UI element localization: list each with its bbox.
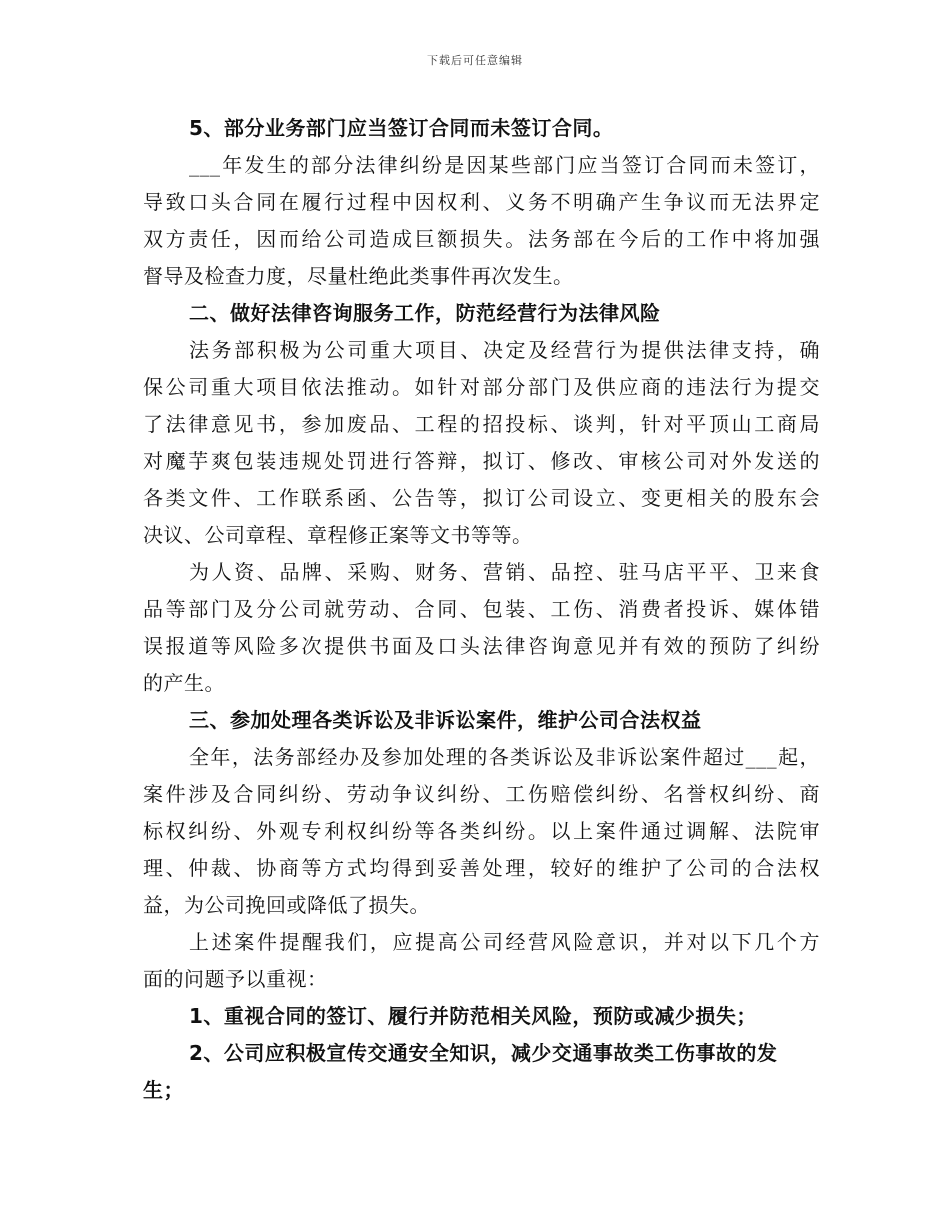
section-heading: 二、做好法律咨询服务工作，防范经营行为法律风险 [189, 301, 661, 325]
paragraph-line: 各类文件、工作联系函、公告等，拟订公司设立、变更相关的股东会 [143, 486, 820, 510]
document-body [143, 110, 820, 1109]
section-heading-continuation: 生； [143, 1078, 184, 1102]
paragraph-line: 理、仲裁、协商等方式均得到妥善处理，较好的维护了公司的合法权 [143, 856, 820, 880]
paragraph-last-line: 督导及检查力度，尽量杜绝此类事件再次发生。 [143, 264, 574, 288]
paragraph-line: 保公司重大项目依法推动。如针对部分部门及供应商的违法行为提交 [143, 375, 820, 399]
paragraph-line: 标权纠纷、外观专利权纠纷等各类纠纷。以上案件通过调解、法院审 [143, 819, 820, 843]
paragraph-first-line: 法务部积极为公司重大项目、决定及经营行为提供法律支持，确 [189, 338, 820, 362]
paragraph-line: 双方责任，因而给公司造成巨额损失。法务部在今后的工作中将加强 [143, 227, 820, 251]
paragraph-first-line: 上述案件提醒我们，应提高公司经营风险意识，并对以下几个方 [189, 930, 820, 954]
paragraph-line: 对魔芋爽包装违规处罚进行答辩，拟订、修改、审核公司对外发送的 [143, 449, 820, 473]
paragraph-line: 误报道等风险多次提供书面及口头法律咨询意见并有效的预防了纠纷 [143, 634, 820, 658]
section-heading: 5、部分业务部门应当签订合同而未签订合同。 [189, 116, 614, 140]
section-heading: 三、参加处理各类诉讼及非诉讼案件，维护公司合法权益 [189, 708, 702, 732]
paragraph-first-line: ___年发生的部分法律纠纷是因某些部门应当签订合同而未签订， [189, 153, 820, 177]
paragraph-first-line: 为人资、品牌、采购、财务、营销、品控、驻马店平平、卫来食 [189, 560, 820, 584]
paragraph-last-line: 的产生。 [143, 671, 225, 695]
paragraph-line: 了法律意见书，参加废品、工程的招投标、谈判，针对平顶山工商局 [143, 412, 820, 436]
paragraph-line: 品等部门及分公司就劳动、合同、包装、工伤、消费者投诉、媒体错 [143, 597, 820, 621]
paragraph-last-line: 面的问题予以重视： [143, 967, 328, 991]
section-heading: 1、重视合同的签订、履行并防范相关风险，预防或减少损失； [189, 1004, 757, 1028]
section-heading: 2、公司应积极宣传交通安全知识，减少交通事故类工伤事故的发 [189, 1041, 778, 1065]
paragraph-line: 导致口头合同在履行过程中因权利、义务不明确产生争议而无法界定 [143, 190, 820, 214]
paragraph-line: 案件涉及合同纠纷、劳动争议纠纷、工伤赔偿纠纷、名誉权纠纷、商 [143, 782, 820, 806]
paragraph-last-line: 决议、公司章程、章程修正案等文书等等。 [143, 523, 533, 547]
paragraph-first-line: 全年，法务部经办及参加处理的各类诉讼及非诉讼案件超过___起， [189, 745, 820, 769]
paragraph-last-line: 益，为公司挽回或降低了损失。 [143, 893, 430, 917]
page-header: 下载后可任意编辑 [427, 54, 523, 67]
